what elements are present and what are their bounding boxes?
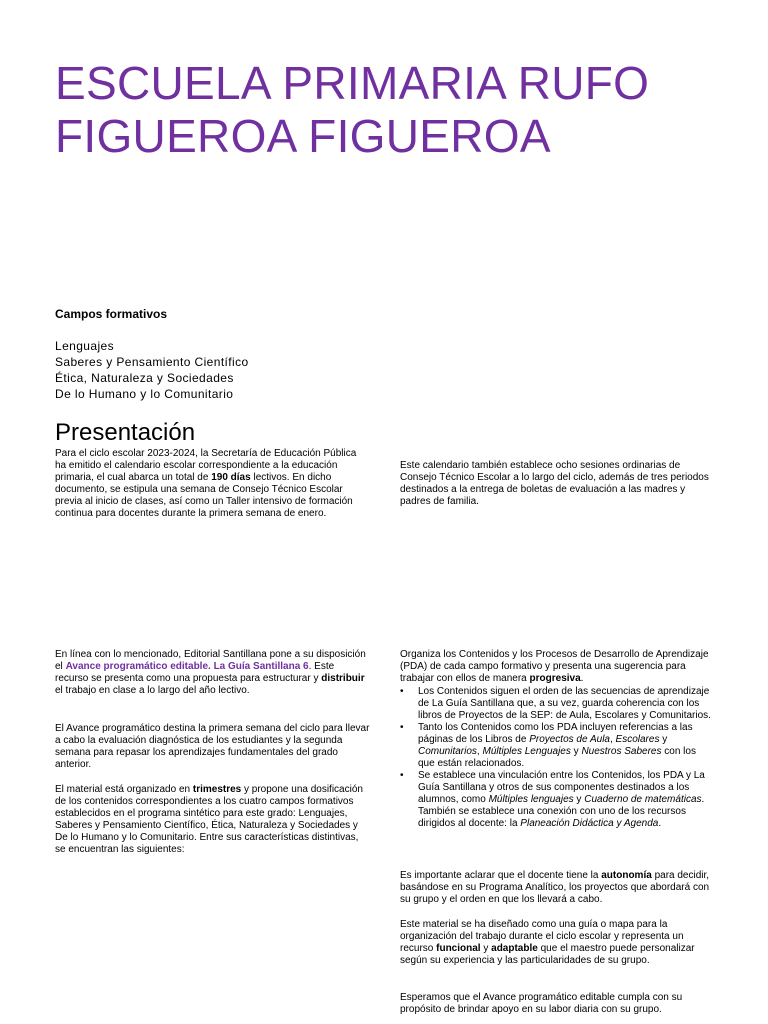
right-paragraph-3: Este material se ha diseñado como una guía o mapa para la organización del trabajo durante el ciclo escolar y representa un recurso funcional y adaptable que el maestro puede personalizar según su experiencia y las particularidades de su grupo.	[400, 919, 695, 966]
right-paragraph-4: Esperamos que el Avance programático editable cumpla con su propósito de brindar apoyo en su labor diaria con su grupo.	[400, 992, 683, 1015]
school-title-line2: FIGUEROA FIGUEROA	[55, 110, 551, 162]
campos-list	[55, 338, 249, 402]
campo-item: Saberes y Pensamiento Científico	[55, 355, 249, 369]
left-paragraph-3: El material está organizado en trimestres y propone una dosificación de los contenidos correspondientes a los cuatro campos formativos establecidos en el programa sintético para este grado: Lenguajes, Saberes y Pensamiento Científico, Ética, Naturaleza y Sociedades y De lo Humano y lo Comunitario. Entre sus características distintivas, se encuentran las siguientes:	[55, 784, 363, 855]
list-item: • Se establece una vinculación entre los Contenidos, los PDA y La Guía Santillana y otros de sus componentes destinados a los alumnos, como Múltiples lenguajes y Cuaderno de matemáticas. También se establece una conexión con uno de los recursos dirigidos al docente: la Planeación Didáctica y Agenda.	[400, 770, 712, 830]
campos-heading: Campos formativos	[55, 307, 168, 321]
left-paragraph-2: El Avance programático destina la primera semana del ciclo para llevar a cabo la evaluación diagnóstica de los estudiantes y la segunda semana para repasar los aprendizajes fundamentales del grado anterior.	[55, 723, 370, 770]
presentacion-heading: Presentación	[55, 419, 196, 446]
campo-item: Ética, Naturaleza y Sociedades	[55, 371, 234, 385]
right-paragraph-2: Es importante aclarar que el docente tiene la autonomía para decidir, basándose en su Programa Analítico, los proyectos que abordará con su grupo y el orden en que los llevará a cabo.	[400, 870, 710, 905]
list-item: • Tanto los Contenidos como los PDA incluyen referencias a las páginas de los Libros de Proyectos de Aula, Escolares y Comunitarios, Múltiples Lenguajes y Nuestros Saberes con los que están relacionados.	[400, 722, 712, 770]
features-list	[400, 686, 712, 830]
campo-item: Lenguajes	[55, 339, 114, 353]
school-title	[55, 57, 735, 163]
right-paragraph-1: Organiza los Contenidos y los Procesos de Desarrollo de Aprendizaje (PDA) de cada campo formativo y presenta una sugerencia para trabajar con ellos de manera progresiva.	[400, 649, 709, 684]
list-item: • Los Contenidos siguen el orden de las secuencias de aprendizaje de La Guía Santillana que, a su vez, guarda coherencia con los libros de Proyectos de la SEP: de Aula, Escolares y Comunitarios.	[400, 686, 712, 722]
presentacion-left-paragraph: Para el ciclo escolar 2023-2024, la Secretaría de Educación Pública ha emitido el calendario escolar correspondiente a la educación primaria, el cual abarca un total de 190 días lectivos. En dicho documento, se estipula una semana de Consejo Técnico Escolar previa al inicio de clases, así como un Taller intensivo de formación continua para docentes durante la primera semana de enero.	[55, 448, 357, 519]
left-paragraph-1: En línea con lo mencionado, Editorial Santillana pone a su disposición el Avance programático editable. La Guía Santillana 6. Este recurso se presenta como una propuesta para estructurar y distribuir el trabajo en clase a lo largo del año lectivo.	[55, 649, 366, 696]
school-title-line1: ESCUELA PRIMARIA RUFO	[55, 57, 650, 109]
avance-programatico-link[interactable]: Avance programático editable. La Guía Santillana 6	[65, 661, 309, 672]
campo-item: De lo Humano y lo Comunitario	[55, 387, 234, 401]
presentacion-right-paragraph: Este calendario también establece ocho sesiones ordinarias de Consejo Técnico Escolar a lo largo del ciclo, además de tres periodos destinados a la entrega de boletas de evaluación a las madres y padres de familia.	[400, 460, 709, 507]
